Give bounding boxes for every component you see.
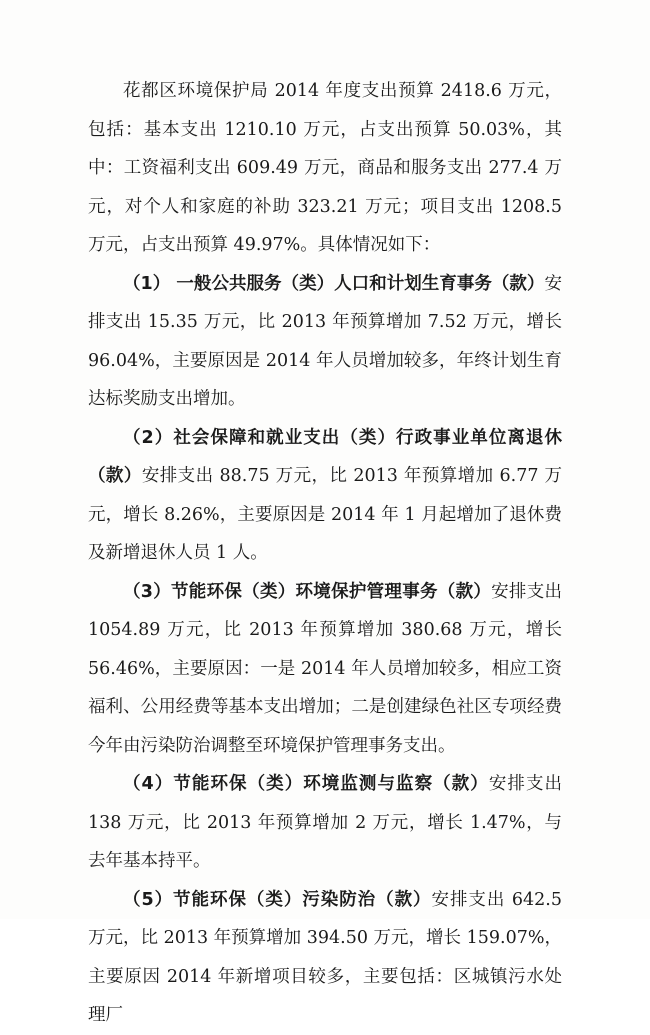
item-2-body: 安排支出 88.75 万元，比 2013 年预算增加 6.77 万元，增长 8.26%，主要原因是 2014 年 1 月起增加了退休费及新增退休人员 1 人。 xyxy=(88,466,563,563)
intro-paragraph: 花都区环境保护局 2014 年度支出预算 2418.6 万元，包括：基本支出 1210.10 万元，占支出预算 50.03%，其中：工资福利支出 609.49 万元，商品和服务支出 277.4 万元，对个人和家庭的补助 323.21 万元；项目支出 1208.5 万元，占支出预算 49.97%。具体情况如下： xyxy=(88,81,562,255)
item-1-body: 安排支出 15.35 万元，比 2013 年预算增加 7.52 万元，增长 96.04%，主要原因是 2014 年人员增加较多，年终计划生育达标奖励支出增加。 xyxy=(88,273,562,409)
item-2-heading: （2）社会保障和就业支出（类）行政事业单位离退休（款） xyxy=(88,427,562,486)
item-4-heading: （4）节能环保（类）环境监测与监察（款） xyxy=(123,774,489,794)
item-5-paragraph xyxy=(88,881,562,1035)
item-2-paragraph xyxy=(88,419,562,573)
item-4-paragraph xyxy=(88,765,562,881)
document-body xyxy=(88,72,562,1035)
item-5-heading: （5）节能环保（类）污染防治（款） xyxy=(123,889,432,910)
item-3-paragraph xyxy=(88,573,562,766)
item-4-body: 安排支出 138 万元，比 2013 年预算增加 2 万元，增长 1.47%，与去年基本持平。 xyxy=(88,774,562,871)
item-3-body: 安排支出 1054.89 万元，比 2013 年预算增加 380.68 万元，增长 56.46%，主要原因：一是 2014 年人员增加较多，相应工资福利、公用经费等基本支出增加；二是创建绿色社区专项经费今年由污染防治调整至环境保护管理事务支出。 xyxy=(88,581,562,756)
item-1-heading: （1） 一般公共服务（类）人口和计划生育事务（款） xyxy=(123,273,545,294)
item-3-heading: （3）节能环保（类）环境保护管理事务（款） xyxy=(123,581,492,602)
item-5-body: 安排支出 642.5 万元，比 2013 年预算增加 394.50 万元，增长 159.07%，主要原因 2014 年新增项目较多，主要包括：区城镇污水处理厂 xyxy=(88,889,562,1025)
item-1-paragraph xyxy=(88,265,562,419)
